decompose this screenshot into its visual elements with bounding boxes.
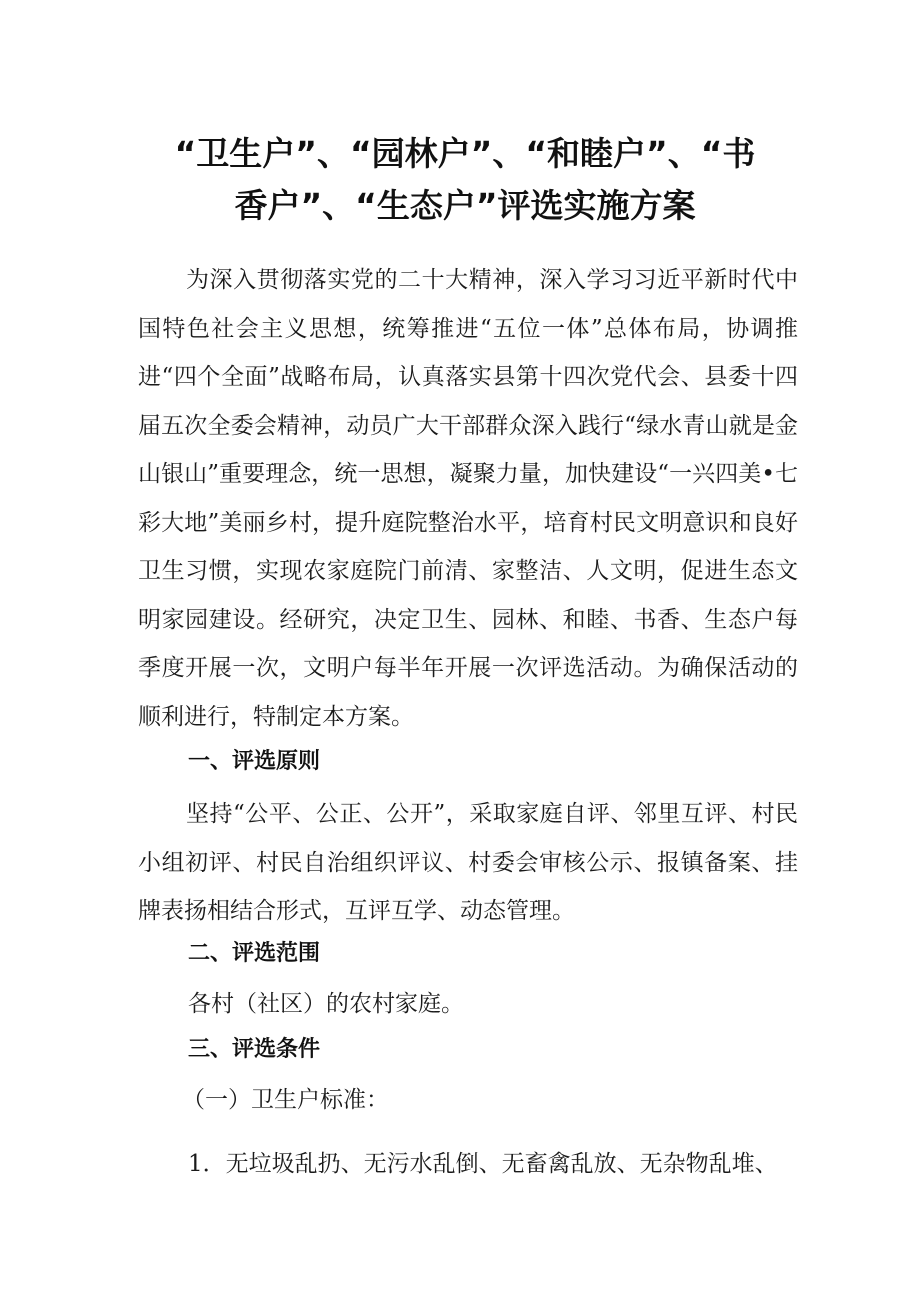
list-item: 1．无垃圾乱扔、无污水乱倒、无畜禽乱放、无杂物乱堆、 bbox=[188, 1151, 778, 1177]
document-title-line-1: “卫生户”、“园林户”、“和睦户”、“书 bbox=[174, 134, 756, 173]
intro-paragraph: 为深入贯彻落实党的二十大精神，深入学习习近平新时代中国特色社会主义思想，统筹推进“五位一体”总体布局，协调推进“四个全面”战略布局，认真落实县第十四次党代会、县委十四届五次全委会精神，动员广大干部群众深入践行“绿水青山就是金山银山”重要理念，统一思想，凝聚力量，加快建设“一兴四美•七彩大地”美丽乡村，提升庭院整治水平，培育村民文明意识和良好卫生习惯，实现农家庭院门前清、家整洁、人文明，促进生态文明家园建设。经研究，决定卫生、园林、和睦、书香、生态户每季度开展一次，文明户每半年开展一次评选活动。为确保活动的顺利进行，特制定本方案。 bbox=[138, 267, 798, 730]
sub-heading-hygiene-standard: （一）卫生户标准： bbox=[182, 1087, 389, 1113]
document-title-line-2: 香户”、“生态户”评选实施方案 bbox=[234, 186, 696, 225]
section-heading-scope: 二、评选范围 bbox=[188, 941, 321, 966]
principle-paragraph: 坚持“公平、公正、公开”，采取家庭自评、邻里互评、村民小组初评、村民自治组织评议、村委会审核公示、报镇备案、挂牌表扬相结合形式，互评互学、动态管理。 bbox=[138, 801, 798, 924]
scope-paragraph: 各村（社区）的农村家庭。 bbox=[188, 991, 464, 1017]
section-heading-principle: 一、评选原则 bbox=[188, 749, 321, 774]
section-heading-conditions: 三、评选条件 bbox=[188, 1037, 321, 1062]
